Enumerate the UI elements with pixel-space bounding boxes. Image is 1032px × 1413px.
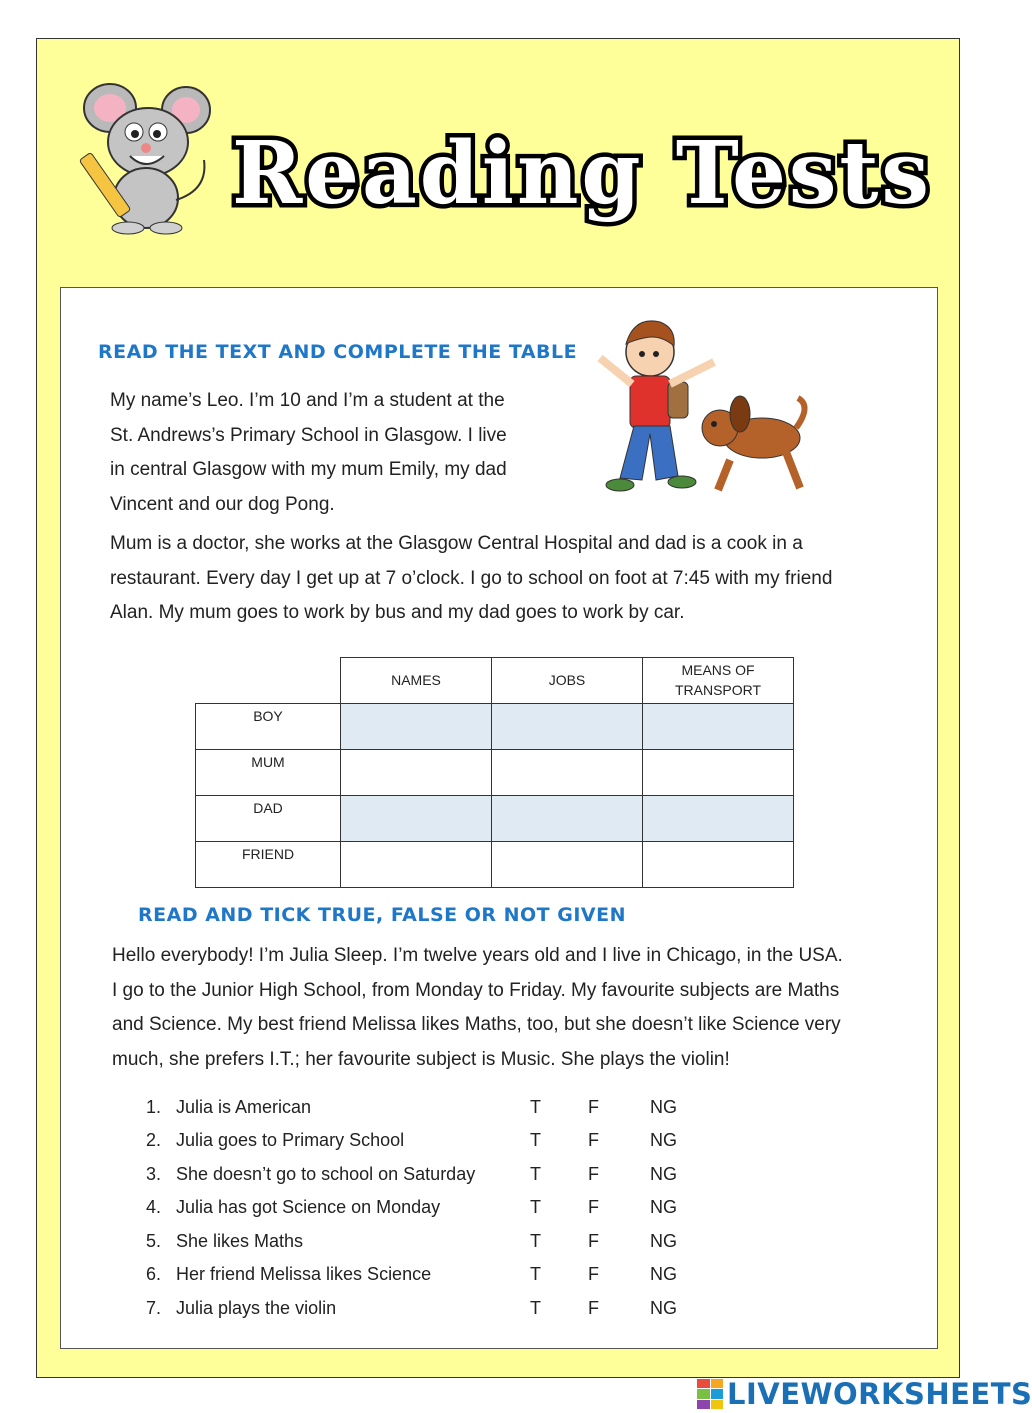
row-label-boy: BOY [196, 703, 341, 749]
leo-text-top [110, 384, 507, 522]
answer-cell[interactable] [643, 795, 794, 841]
option-not-given[interactable]: NG [650, 1163, 677, 1184]
statement-text: Julia plays the violin [176, 1297, 337, 1318]
section1-heading: READ THE TEXT AND COMPLETE THE TABLE [98, 341, 578, 363]
liveworksheets-logo[interactable] [697, 1378, 1032, 1410]
statement-text: Julia goes to Primary School [176, 1129, 405, 1150]
option-not-given[interactable]: NG [650, 1096, 677, 1117]
logo-mark-icon [697, 1379, 723, 1409]
statement-number: 5. [146, 1230, 162, 1251]
mouse-mascot-illustration [78, 80, 218, 235]
statement-row [146, 1094, 677, 1120]
answer-cell[interactable] [341, 703, 492, 749]
option-true[interactable]: T [530, 1230, 541, 1251]
option-false[interactable]: F [588, 1163, 599, 1184]
option-not-given[interactable]: NG [650, 1129, 677, 1150]
leo-line: My name’s Leo. I’m 10 and I’m a student at the [110, 390, 505, 411]
statement-number: 2. [146, 1129, 162, 1150]
option-not-given[interactable]: NG [650, 1196, 677, 1217]
statement-number: 6. [146, 1263, 162, 1284]
statement-row [146, 1161, 677, 1187]
table-row [196, 703, 794, 749]
julia-line: and Science. My best friend Melissa likes Maths, too, but she doesn’t like Science very [112, 1014, 841, 1035]
answer-cell[interactable] [643, 703, 794, 749]
leo-line: St. Andrews’s Primary School in Glasgow. I live [110, 424, 507, 446]
table-row [196, 749, 794, 795]
table-row [196, 795, 794, 841]
boy-and-dog-illustration [590, 310, 810, 510]
column-header-jobs: JOBS [492, 658, 643, 704]
page-title [232, 115, 952, 225]
leo-line: in central Glasgow with my mum Emily, my dad [110, 459, 507, 480]
answer-cell[interactable] [492, 841, 643, 887]
answer-cell[interactable] [492, 749, 643, 795]
table-corner [196, 658, 341, 704]
option-not-given[interactable]: NG [650, 1297, 677, 1318]
row-label-friend: FRIEND [196, 841, 341, 887]
leo-line: Mum is a doctor, she works at the Glasgow Central Hospital and dad is a cook in a [110, 533, 803, 554]
statement-number: 4. [146, 1196, 162, 1217]
logo-wordmark: LIVEWORKSHEETS [727, 1377, 1032, 1411]
option-false[interactable]: F [588, 1096, 599, 1117]
column-header-names: NAMES [341, 658, 492, 704]
julia-text [112, 939, 843, 1077]
statement-text: She doesn’t go to school on Saturday [176, 1163, 476, 1184]
statement-row [146, 1194, 677, 1220]
page-title-text: Reading Tests [232, 123, 932, 224]
statement-number: 1. [146, 1096, 162, 1117]
julia-line: much, she prefers I.T.; her favourite subject is Music. She plays the violin! [112, 1048, 730, 1070]
option-false[interactable]: F [588, 1230, 599, 1251]
option-false[interactable]: F [588, 1297, 599, 1318]
answer-cell[interactable] [492, 703, 643, 749]
option-not-given[interactable]: NG [650, 1230, 677, 1251]
statement-row [146, 1295, 677, 1321]
row-label-mum: MUM [196, 749, 341, 795]
statement-row [146, 1228, 677, 1254]
table-row [196, 841, 794, 887]
statement-text: She likes Maths [176, 1230, 304, 1251]
option-true[interactable]: T [530, 1297, 541, 1318]
option-true[interactable]: T [530, 1129, 541, 1150]
leo-line: restaurant. Every day I get up at 7 o’clock. I go to school on foot at 7:45 with my friend [110, 567, 833, 589]
row-label-dad: DAD [196, 795, 341, 841]
section2-heading: READ AND TICK TRUE, FALSE OR NOT GIVEN [138, 904, 626, 926]
option-true[interactable]: T [530, 1196, 541, 1217]
statement-row [146, 1261, 677, 1287]
option-true[interactable]: T [530, 1096, 541, 1117]
option-not-given[interactable]: NG [650, 1263, 677, 1284]
option-false[interactable]: F [588, 1263, 599, 1284]
option-true[interactable]: T [530, 1263, 541, 1284]
answer-cell[interactable] [492, 795, 643, 841]
answer-table [195, 657, 794, 888]
answer-cell[interactable] [341, 749, 492, 795]
leo-text-bottom [110, 527, 832, 631]
leo-line: Vincent and our dog Pong. [110, 493, 335, 515]
answer-cell[interactable] [643, 841, 794, 887]
option-false[interactable]: F [588, 1196, 599, 1217]
statement-number: 7. [146, 1297, 162, 1318]
statement-text: Julia has got Science on Monday [176, 1196, 441, 1217]
julia-line: I go to the Junior High School, from Monday to Friday. My favourite subjects are Maths [112, 979, 840, 1001]
julia-line: Hello everybody! I’m Julia Sleep. I’m twelve years old and I live in Chicago, in the USA. [112, 945, 843, 966]
option-false[interactable]: F [588, 1129, 599, 1150]
leo-line: Alan. My mum goes to work by bus and my dad goes to work by car. [110, 602, 685, 623]
answer-cell[interactable] [341, 841, 492, 887]
statement-text: Her friend Melissa likes Science [176, 1263, 432, 1284]
statement-text: Julia is American [176, 1096, 312, 1117]
column-header-transport: MEANS OF TRANSPORT [643, 658, 794, 704]
option-true[interactable]: T [530, 1163, 541, 1184]
answer-cell[interactable] [643, 749, 794, 795]
statement-row [146, 1127, 677, 1153]
answer-cell[interactable] [341, 795, 492, 841]
statement-number: 3. [146, 1163, 162, 1184]
